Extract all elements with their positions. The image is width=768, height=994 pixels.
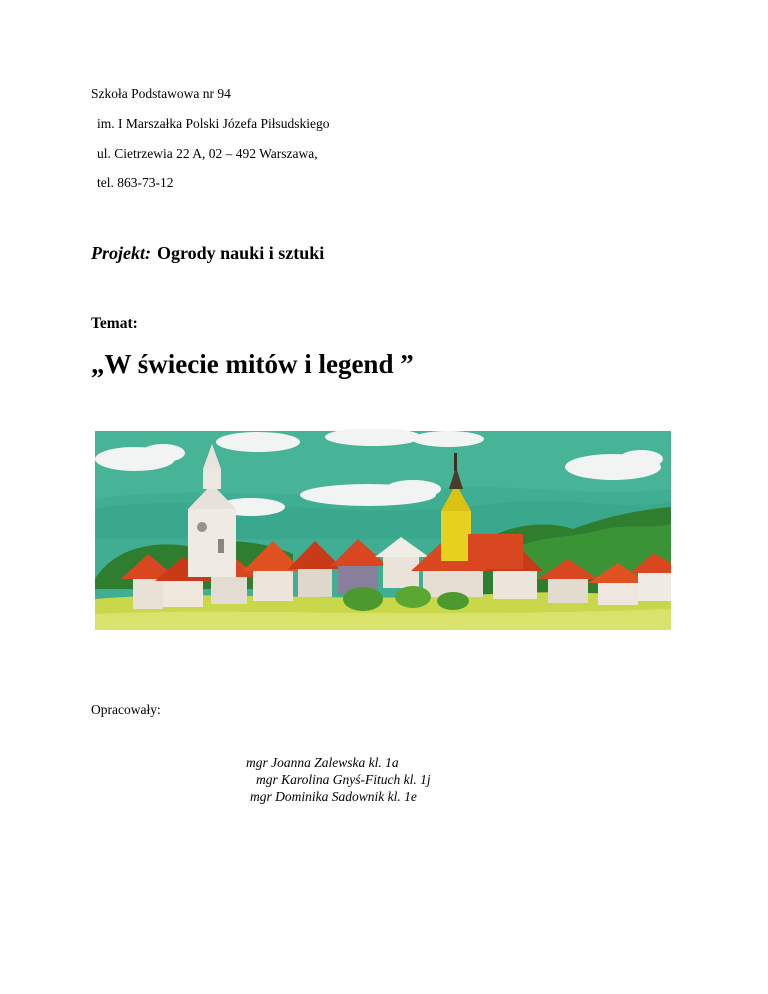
school-patron: im. I Marszałka Polski Józefa Piłsudskiego [97,116,330,131]
town-painting [93,429,673,632]
school-phone: tel. 863-73-12 [97,175,174,190]
theme-title: „W świecie mitów i legend ” [91,349,414,379]
author-name: mgr Karolina Gnyś-Fituch kl. 1j [256,772,431,787]
theme-label: Temat: [91,315,138,332]
author-name: mgr Dominika Sadownik kl. 1e [250,789,417,804]
project-label: Projekt: [91,243,151,263]
project-heading [91,243,324,264]
school-name: Szkoła Podstawowa nr 94 [91,86,231,101]
school-address: ul. Cietrzewia 22 A, 02 – 492 Warszawa, [97,146,318,161]
authors-label: Opracowały: [91,702,161,717]
project-name: Ogrody nauki i sztuki [157,243,325,263]
author-name: mgr Joanna Zalewska kl. 1a [246,755,399,770]
